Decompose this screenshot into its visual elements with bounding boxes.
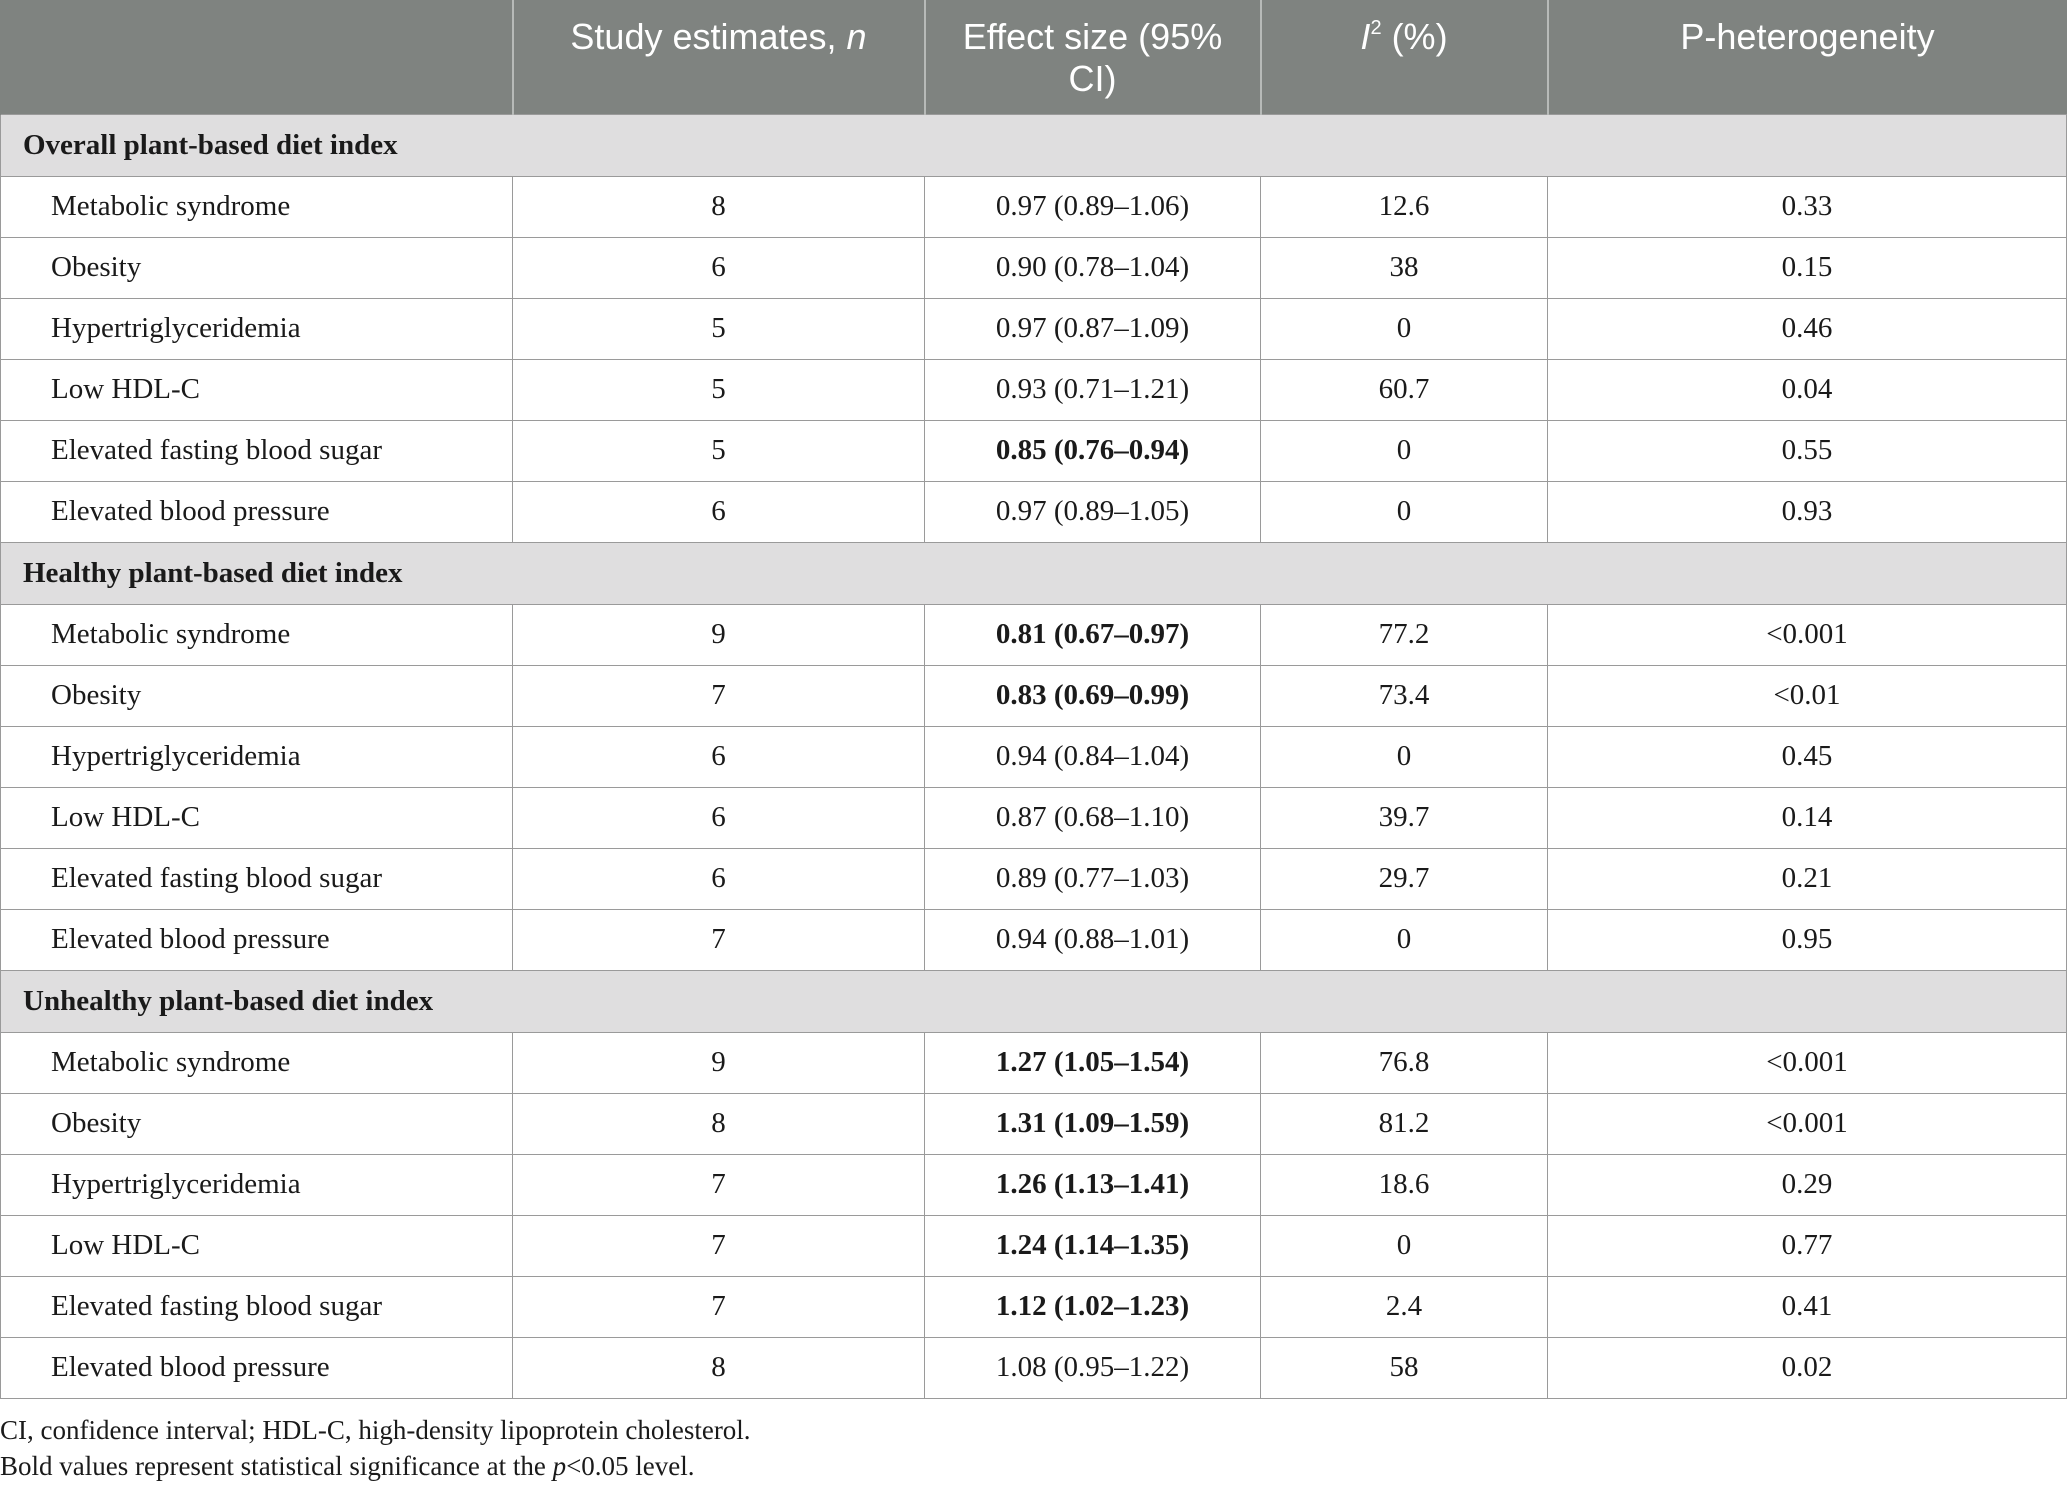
study-estimates-cell: 6 [513,481,925,542]
section-row [1,114,2067,176]
outcome-cell: Elevated fasting blood sugar [1,420,513,481]
i2-cell: 38 [1261,237,1548,298]
study-estimates-cell: 6 [513,726,925,787]
footnote-significance [0,1448,751,1484]
header-row [1,0,2067,114]
outcome-cell: Obesity [1,665,513,726]
study-estimates-cell: 6 [513,848,925,909]
effect-size-cell: 1.24 (1.14–1.35) [925,1215,1261,1276]
footnote-significance-post: <0.05 level. [566,1451,695,1481]
table-row [1,1154,2067,1215]
study-estimates-cell: 7 [513,665,925,726]
p-heterogeneity-cell: 0.45 [1548,726,2067,787]
header-p-heterogeneity: P-heterogeneity [1548,0,2067,114]
outcome-cell: Elevated fasting blood sugar [1,1276,513,1337]
table-row [1,237,2067,298]
p-heterogeneity-cell: <0.001 [1548,604,2067,665]
study-estimates-cell: 7 [513,1276,925,1337]
outcome-cell: Hypertriglyceridemia [1,298,513,359]
footnote-significance-pre: Bold values represent statistical significance at the [0,1451,553,1481]
outcome-cell: Hypertriglyceridemia [1,1154,513,1215]
i2-cell: 0 [1261,1215,1548,1276]
table-row [1,420,2067,481]
section-row [1,970,2067,1032]
effect-size-cell: 1.08 (0.95–1.22) [925,1337,1261,1398]
outcome-cell: Metabolic syndrome [1,604,513,665]
p-heterogeneity-cell: <0.001 [1548,1032,2067,1093]
table-row [1,909,2067,970]
effect-size-cell: 0.94 (0.84–1.04) [925,726,1261,787]
effect-size-cell: 0.87 (0.68–1.10) [925,787,1261,848]
p-heterogeneity-cell: 0.41 [1548,1276,2067,1337]
i2-cell: 2.4 [1261,1276,1548,1337]
effect-size-cell: 0.90 (0.78–1.04) [925,237,1261,298]
effect-size-cell: 1.27 (1.05–1.54) [925,1032,1261,1093]
header-effect-size: Effect size (95% CI) [925,0,1261,114]
study-estimates-cell: 8 [513,1093,925,1154]
p-heterogeneity-cell: 0.04 [1548,359,2067,420]
table-row [1,1337,2067,1398]
header-study-estimates [513,0,925,114]
table-row [1,1215,2067,1276]
i2-cell: 60.7 [1261,359,1548,420]
header-outcome [1,0,513,114]
header-i2-letter: I [1360,16,1371,57]
effect-size-cell: 0.97 (0.89–1.05) [925,481,1261,542]
study-estimates-cell: 9 [513,604,925,665]
i2-cell: 76.8 [1261,1032,1548,1093]
table-row [1,481,2067,542]
study-estimates-cell: 8 [513,176,925,237]
footnote-abbreviations: CI, confidence interval; HDL-C, high-density lipoprotein cholesterol. [0,1415,751,1445]
i2-cell: 81.2 [1261,1093,1548,1154]
study-estimates-cell: 5 [513,298,925,359]
table-row [1,298,2067,359]
effect-size-cell: 0.83 (0.69–0.99) [925,665,1261,726]
table-row [1,176,2067,237]
study-estimates-cell: 8 [513,1337,925,1398]
study-estimates-cell: 7 [513,1154,925,1215]
outcome-cell: Low HDL-C [1,1215,513,1276]
table-row [1,1093,2067,1154]
p-heterogeneity-cell: 0.93 [1548,481,2067,542]
study-estimates-cell: 6 [513,237,925,298]
effect-size-cell: 1.31 (1.09–1.59) [925,1093,1261,1154]
table-row [1,787,2067,848]
i2-cell: 77.2 [1261,604,1548,665]
effect-size-cell: 0.89 (0.77–1.03) [925,848,1261,909]
effect-size-cell: 0.97 (0.89–1.06) [925,176,1261,237]
i2-cell: 73.4 [1261,665,1548,726]
i2-cell: 58 [1261,1337,1548,1398]
outcome-cell: Low HDL-C [1,787,513,848]
section-title: Healthy plant-based diet index [1,542,2067,604]
outcome-cell: Elevated blood pressure [1,909,513,970]
i2-cell: 29.7 [1261,848,1548,909]
p-heterogeneity-cell: 0.33 [1548,176,2067,237]
section-title: Overall plant-based diet index [1,114,2067,176]
p-heterogeneity-cell: 0.55 [1548,420,2067,481]
p-heterogeneity-cell: 0.29 [1548,1154,2067,1215]
outcome-cell: Metabolic syndrome [1,176,513,237]
table-row [1,1276,2067,1337]
table-footnotes [0,1412,751,1484]
i2-cell: 18.6 [1261,1154,1548,1215]
outcome-cell: Metabolic syndrome [1,1032,513,1093]
table-body [1,114,2067,1398]
i2-cell: 0 [1261,420,1548,481]
i2-cell: 0 [1261,481,1548,542]
p-heterogeneity-cell: 0.46 [1548,298,2067,359]
outcome-cell: Obesity [1,237,513,298]
effect-size-cell: 0.94 (0.88–1.01) [925,909,1261,970]
effect-size-cell: 0.81 (0.67–0.97) [925,604,1261,665]
table-row [1,665,2067,726]
section-row [1,542,2067,604]
footnote-significance-p: p [552,1451,567,1481]
outcome-cell: Obesity [1,1093,513,1154]
effect-size-cell: 0.93 (0.71–1.21) [925,359,1261,420]
table-row [1,604,2067,665]
i2-cell: 12.6 [1261,176,1548,237]
i2-cell: 0 [1261,909,1548,970]
header-study-estimates-text: Study estimates, [570,16,847,57]
effect-size-cell: 0.97 (0.87–1.09) [925,298,1261,359]
study-estimates-cell: 5 [513,420,925,481]
study-estimates-cell: 9 [513,1032,925,1093]
table-row [1,726,2067,787]
study-estimates-cell: 6 [513,787,925,848]
table-row [1,848,2067,909]
outcome-cell: Low HDL-C [1,359,513,420]
p-heterogeneity-cell: 0.15 [1548,237,2067,298]
outcome-cell: Hypertriglyceridemia [1,726,513,787]
i2-cell: 0 [1261,298,1548,359]
header-i2-sup: 2 [1370,17,1382,39]
study-estimates-cell: 7 [513,909,925,970]
p-heterogeneity-cell: 0.77 [1548,1215,2067,1276]
outcome-cell: Elevated fasting blood sugar [1,848,513,909]
table-row [1,1032,2067,1093]
effect-size-cell: 1.26 (1.13–1.41) [925,1154,1261,1215]
outcome-cell: Elevated blood pressure [1,481,513,542]
table-header [1,0,2067,114]
study-estimates-cell: 7 [513,1215,925,1276]
p-heterogeneity-cell: 0.02 [1548,1337,2067,1398]
study-estimates-cell: 5 [513,359,925,420]
effect-size-cell: 0.85 (0.76–0.94) [925,420,1261,481]
p-heterogeneity-cell: <0.01 [1548,665,2067,726]
p-heterogeneity-cell: 0.21 [1548,848,2067,909]
header-i2-rest: (%) [1381,16,1448,57]
i2-cell: 0 [1261,726,1548,787]
header-i2 [1261,0,1548,114]
section-title: Unhealthy plant-based diet index [1,970,2067,1032]
p-heterogeneity-cell: 0.95 [1548,909,2067,970]
p-heterogeneity-cell: <0.001 [1548,1093,2067,1154]
p-heterogeneity-cell: 0.14 [1548,787,2067,848]
header-study-estimates-n: n [846,16,867,57]
i2-cell: 39.7 [1261,787,1548,848]
outcome-cell: Elevated blood pressure [1,1337,513,1398]
effect-size-cell: 1.12 (1.02–1.23) [925,1276,1261,1337]
table-row [1,359,2067,420]
